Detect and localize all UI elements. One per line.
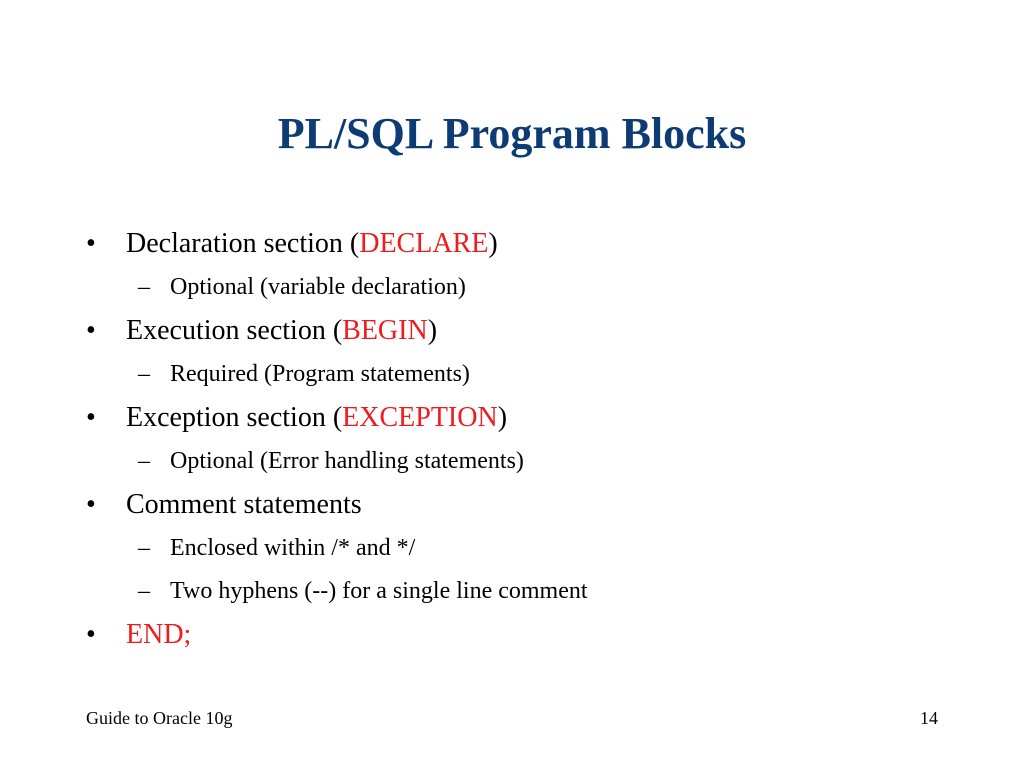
bullet-declaration [86, 222, 966, 266]
bullet-text: Exception section ( [126, 402, 343, 433]
bullet-exception [86, 396, 966, 440]
keyword-begin: BEGIN [342, 315, 428, 346]
keyword-exception: EXCEPTION [342, 402, 498, 433]
slide-title: PL/SQL Program Blocks [277, 109, 747, 158]
keyword-declare: DECLARE [359, 228, 489, 259]
bullet-marker: • [86, 228, 96, 259]
sub-bullet-execution [86, 353, 966, 396]
sub-bullet-text: Two hyphens (--) for a single line comment [170, 578, 588, 604]
sub-bullet-marker: – [138, 274, 150, 300]
sub-bullet-declaration [86, 266, 966, 309]
sub-bullet-marker: – [138, 361, 150, 387]
bullet-text: Comment statements [126, 489, 362, 520]
sub-bullet-marker: – [138, 578, 150, 604]
bullet-marker: • [86, 619, 96, 650]
bullet-list [86, 222, 966, 657]
bullet-marker: • [86, 402, 96, 433]
bullet-execution [86, 309, 966, 353]
bullet-text: Execution section ( [126, 315, 343, 346]
bullet-text-suffix: ) [427, 315, 438, 346]
bullet-comments [86, 483, 966, 527]
bullet-text: Declaration section ( [126, 228, 360, 259]
bullet-text-suffix: ) [497, 402, 508, 433]
sub-bullet-text: Optional (Error handling statements) [170, 448, 524, 474]
sub-bullet-text: Required (Program statements) [170, 361, 470, 387]
footer-page-number: 14 [920, 708, 938, 728]
sub-bullet-marker: – [138, 448, 150, 474]
bullet-end [86, 613, 966, 657]
sub-bullet-line-comment [86, 570, 966, 613]
sub-bullet-text: Optional (variable declaration) [170, 274, 466, 300]
bullet-text-suffix: ) [488, 228, 498, 259]
bullet-marker: • [86, 315, 96, 346]
sub-bullet-text: Enclosed within /* and */ [170, 535, 416, 561]
sub-bullet-exception [86, 440, 966, 483]
footer-course-title: Guide to Oracle 10g [86, 708, 233, 728]
sub-bullet-block-comment [86, 527, 966, 570]
bullet-marker: • [86, 489, 96, 520]
keyword-end: END; [126, 619, 192, 650]
sub-bullet-marker: – [138, 535, 150, 561]
